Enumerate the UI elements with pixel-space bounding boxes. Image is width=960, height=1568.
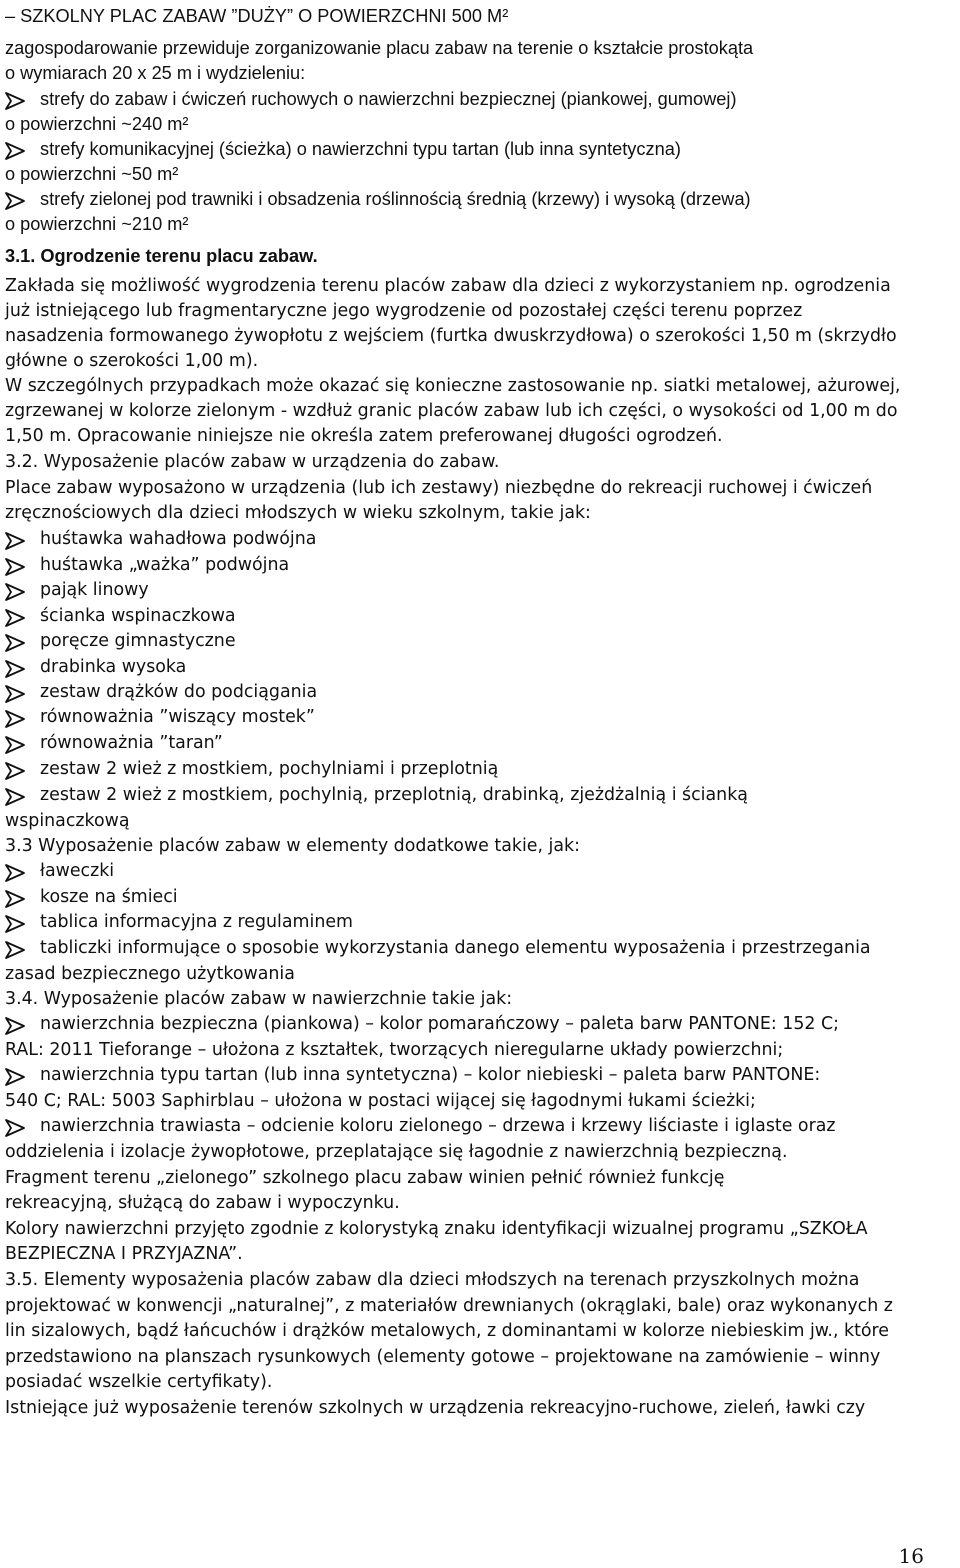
surface-item-line-2: 540 C; RAL: 5003 Saphirblau – ułożona w postaci wijącej się łagodnymi łukami ścieżki; — [5, 1091, 756, 1111]
arrowhead-bullet-icon — [4, 1117, 26, 1139]
arrowhead-bullet-icon — [4, 683, 26, 705]
arrowhead-bullet-icon — [4, 888, 26, 910]
section-3-1-line: Zakłada się możliwość wygrodzenia terenu placów zabaw dla dzieci z wykorzystaniem np. ogrodzenia — [5, 276, 891, 296]
section-3-1-line: główne o szerokości 1,00 m). — [5, 351, 259, 371]
arrowhead-bullet-icon — [4, 581, 26, 603]
section-3-4-line: Fragment terenu „zielonego” szkolnego placu zabaw winien pełnić również funkcję — [5, 1168, 725, 1188]
extra-item: ławeczki — [40, 861, 115, 881]
equipment-item: ścianka wspinaczkowa — [40, 606, 236, 626]
surface-item-line-1: nawierzchnia trawiasta – odcienie koloru zielonego – drzewa i krzewy liściaste i iglaste oraz — [40, 1116, 836, 1136]
section-3-5-line: przedstawiono na planszach rysunkowych (elementy gotowe – projektowane na zamówienie – winny — [5, 1347, 881, 1367]
equipment-item: równoważnia ”wiszący mostek” — [40, 707, 315, 727]
section-3-1-line: już istniejącego lub fragmentaryczne jego wygrodzenie od pozostałej części terenu poprzez — [5, 301, 803, 321]
section-3-1-title: 3.1. Ogrodzenie terenu placu zabaw. — [5, 246, 318, 266]
section-3-2-title: 3.2. Wyposażenie placów zabaw w urządzenia do zabaw. — [5, 452, 500, 472]
arrowhead-bullet-icon — [4, 760, 26, 782]
section-3-1-line: zgrzewanej w kolorze zielonym - wzdłuż granic placów zabaw lub ich części, o wysokości od 1,00 m do — [5, 401, 898, 421]
arrowhead-bullet-icon — [4, 913, 26, 935]
arrowhead-bullet-icon — [4, 862, 26, 884]
section-3-5-line: 3.5. Elementy wyposażenia placów zabaw dla dzieci młodszych na terenach przyszkolnych można — [5, 1270, 860, 1290]
zone-2-line-2: o powierzchni ~50 m² — [5, 164, 179, 184]
page-number: 16 — [898, 1544, 924, 1568]
section-3-4-line: rekreacyjną, służącą do zabaw i wypoczynku. — [5, 1193, 400, 1213]
heading: – SZKOLNY PLAC ZABAW ”DUŻY” O POWIERZCHNI 500 M² — [5, 6, 509, 26]
arrowhead-bullet-icon — [4, 190, 26, 212]
equipment-item: zestaw 2 wież z mostkiem, pochylniami i przeplotnią — [40, 759, 499, 779]
zone-3-line-2: o powierzchni ~210 m² — [5, 214, 189, 234]
arrowhead-bullet-icon — [4, 658, 26, 680]
arrowhead-bullet-icon — [4, 556, 26, 578]
zone-2-line-1: strefy komunikacyjnej (ścieżka) o nawierzchni typu tartan (lub inna syntetyczna) — [40, 139, 681, 159]
equipment-item: huśtawka „ważka” podwójna — [40, 555, 290, 575]
surface-item-line-1: nawierzchnia typu tartan (lub inna syntetyczna) – kolor niebieski – paleta barw PANTONE: — [40, 1065, 821, 1085]
section-3-4-line: BEZPIECZNA I PRZYJAZNA”. — [5, 1244, 243, 1264]
section-3-2-line: Place zabaw wyposażono w urządzenia (lub ich zestawy) niezbędne do rekreacji ruchowej i ćwiczeń — [5, 478, 873, 498]
section-3-1-line: nasadzenia formowanego żywopłotu z wejściem (furtka dwuskrzydłowa) o szerokości 1,50 m (skrzydło — [5, 326, 897, 346]
section-3-2-line: zręcznościowych dla dzieci młodszych w wieku szkolnym, takie jak: — [5, 503, 591, 523]
equipment-item: równoważnia ”taran” — [40, 733, 223, 753]
surface-item-line-2: oddzielenia i izolacje żywopłotowe, przeplatające się łagodnie z nawierzchnią bezpieczną. — [5, 1142, 788, 1162]
intro-line-2: o wymiarach 20 x 25 m i wydzieleniu: — [5, 63, 306, 83]
section-3-5-line: lin sizalowych, bądź łańcuchów i drążków metalowych, z dominantami w kolorze niebieskim jw., które — [5, 1321, 889, 1341]
arrowhead-bullet-icon — [4, 607, 26, 629]
zone-1-line-1: strefy do zabaw i ćwiczeń ruchowych o nawierzchni bezpiecznej (piankowej, gumowej) — [40, 89, 737, 109]
section-3-1-line: 1,50 m. Opracowanie niniejsze nie określa zatem preferowanej długości ogrodzeń. — [5, 426, 723, 446]
arrowhead-bullet-icon — [4, 632, 26, 654]
equipment-item: pająk linowy — [40, 580, 149, 600]
surface-item-line-2: RAL: 2011 Tieforange – ułożona z kształtek, tworzących nieregularne układy powierzchni; — [5, 1040, 784, 1060]
section-3-4-line: Kolory nawierzchni przyjęto zgodnie z kolorystyką znaku identyfikacji wizualnej programu „SZKOŁA — [5, 1219, 868, 1239]
intro-line-1: zagospodarowanie przewiduje zorganizowanie placu zabaw na terenie o kształcie prostokąta — [5, 38, 754, 58]
section-3-4-title: 3.4. Wyposażenie placów zabaw w nawierzchnie takie jak: — [5, 989, 513, 1009]
arrowhead-bullet-icon — [4, 90, 26, 112]
extra-item: kosze na śmieci — [40, 887, 178, 907]
arrowhead-bullet-icon — [4, 140, 26, 162]
equipment-item-continuation: wspinaczkową — [5, 811, 130, 831]
surface-item-line-1: nawierzchnia bezpieczna (piankowa) – kolor pomarańczowy – paleta barw PANTONE: 152 C; — [40, 1014, 839, 1034]
section-3-5-line: Istniejące już wyposażenie terenów szkolnych w urządzenia rekreacyjno-ruchowe, zieleń, ławki czy — [5, 1398, 866, 1418]
extra-item: tabliczki informujące o sposobie wykorzystania danego elementu wyposażenia i przestrzegania — [40, 938, 871, 958]
equipment-item: zestaw 2 wież z mostkiem, pochylnią, przeplotnią, drabinką, zjeżdżalnią i ścianką — [40, 785, 748, 805]
equipment-item: zestaw drążków do podciągania — [40, 682, 318, 702]
arrowhead-bullet-icon — [4, 939, 26, 961]
equipment-item: drabinka wysoka — [40, 657, 187, 677]
zone-1-line-2: o powierzchni ~240 m² — [5, 114, 189, 134]
extra-item: tablica informacyjna z regulaminem — [40, 912, 353, 932]
section-3-3-title: 3.3 Wyposażenie placów zabaw w elementy dodatkowe takie, jak: — [5, 836, 580, 856]
arrowhead-bullet-icon — [4, 1015, 26, 1037]
extra-item-continuation: zasad bezpiecznego użytkowania — [5, 964, 295, 984]
section-3-1-line: W szczególnych przypadkach może okazać się konieczne zastosowanie np. siatki metalowej, ażurowej, — [5, 376, 901, 396]
arrowhead-bullet-icon — [4, 786, 26, 808]
equipment-item: huśtawka wahadłowa podwójna — [40, 529, 317, 549]
arrowhead-bullet-icon — [4, 708, 26, 730]
zone-3-line-1: strefy zielonej pod trawniki i obsadzenia roślinnością średnią (krzewy) i wysoką (drzewa) — [40, 189, 751, 209]
arrowhead-bullet-icon — [4, 530, 26, 552]
arrowhead-bullet-icon — [4, 734, 26, 756]
arrowhead-bullet-icon — [4, 1066, 26, 1088]
section-3-5-line: projektować w konwencji „naturalnej”, z materiałów drewnianych (okrąglaki, bale) oraz wykonanych z — [5, 1296, 893, 1316]
equipment-item: poręcze gimnastyczne — [40, 631, 236, 651]
section-3-5-line: posiadać wszelkie certyfikaty). — [5, 1372, 273, 1392]
